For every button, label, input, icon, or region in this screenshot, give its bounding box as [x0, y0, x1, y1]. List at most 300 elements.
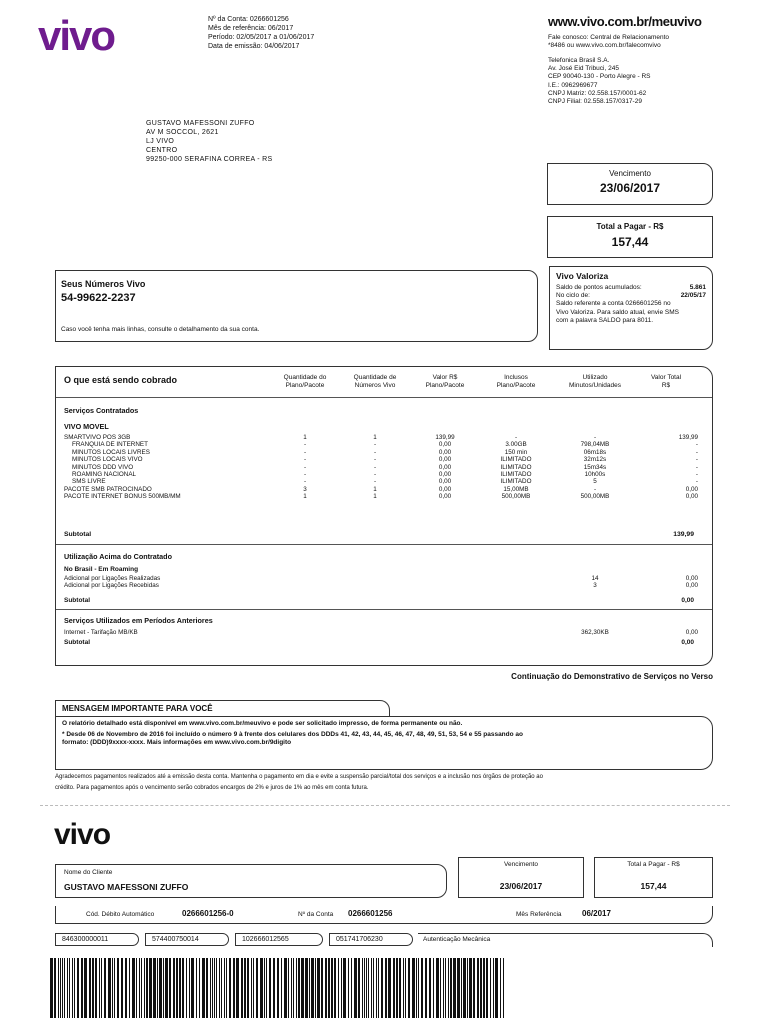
barcode-bar — [368, 958, 369, 1018]
table-cell: 1 — [373, 434, 377, 441]
table-row — [64, 456, 698, 463]
company-address: CEP 90040-130 - Porto Alegre - RS — [548, 73, 651, 81]
barcode-bar — [199, 958, 200, 1018]
table-cell: - — [373, 471, 377, 479]
cycle-label: No ciclo de: — [556, 292, 590, 300]
customer-city: 99250-000 SERAFINA CORREA - RS — [146, 156, 273, 163]
barcode-bar — [149, 958, 152, 1018]
barcode-bar — [448, 958, 449, 1018]
barcode-bar — [328, 958, 330, 1018]
message-line: formato: (DDD)9xxxx-xxxx. Mais informações em www.vivo.com.br/9digito — [62, 739, 292, 747]
table-cell: 0,00 — [685, 582, 698, 590]
subtotal-label: Subtotal — [64, 639, 90, 646]
message-box — [55, 716, 713, 770]
table-cell: SMS LIVRE — [72, 478, 106, 486]
table-cell: 0,00 — [438, 441, 452, 449]
account-value: 0266601256 — [348, 909, 393, 918]
barcode-bar — [266, 958, 267, 1018]
barcode-bar — [399, 958, 401, 1018]
barcode-bar — [191, 958, 194, 1018]
payment-note-line: Agradecemos pagamentos realizados até a emissão desta conta. Mantenha o pagamento em dia e evite a suspensão parcial/total dos serviços e a inclusão nos órgãos de proteção ao — [55, 774, 543, 780]
cut-line — [40, 805, 730, 806]
section-roaming: No Brasil - Em Roaming — [64, 566, 139, 573]
vivo-logo-slip: vivo — [54, 818, 111, 851]
issue-date: Data de emissão: 04/06/2017 — [208, 43, 300, 50]
barcode-bar — [117, 958, 119, 1018]
slip-total-box — [594, 857, 713, 898]
customer-district: CENTRO — [146, 147, 178, 154]
barcode-bar — [221, 958, 222, 1018]
barcode-bar — [256, 958, 258, 1018]
barcode-bar — [163, 958, 164, 1018]
table-cell: - — [303, 471, 307, 479]
total-value: 157,44 — [611, 235, 649, 249]
barcode-bar — [273, 958, 275, 1018]
barcode-bar — [219, 958, 220, 1018]
barcode-bar — [244, 958, 246, 1018]
barcode-bar — [334, 958, 336, 1018]
barcode-bar — [189, 958, 190, 1018]
barcode-bar — [264, 958, 265, 1018]
customer-street: AV M SOCCOL, 2621 — [146, 129, 219, 136]
section-vivo-movel: VIVO MOVEL — [64, 422, 109, 431]
table-cell: ILIMITADO — [500, 478, 532, 486]
barcode-bar — [260, 958, 263, 1018]
barcode-bar — [376, 958, 377, 1018]
contact-line: *8486 ou www.vivo.com.br/falecomvivo — [548, 42, 661, 50]
due-date-box — [547, 163, 713, 205]
barcode-bar — [95, 958, 97, 1018]
payment-note-line: crédito. Para pagamentos após o vencimento serão cobrados encargos de 2% e juros de 1% ao mês em conta futura. — [55, 785, 369, 792]
client-name-box — [55, 864, 447, 898]
table-cell: - — [373, 448, 377, 456]
auth-box — [418, 933, 713, 947]
barcode-bar — [480, 958, 482, 1018]
barcode-bar — [179, 958, 181, 1018]
barcode-bar — [298, 958, 300, 1018]
table-cell: - — [514, 434, 518, 441]
barcode-bar — [348, 958, 349, 1018]
table-cell: PACOTE SMB PATROCINADO — [64, 485, 152, 493]
barcode-bar — [425, 958, 427, 1018]
table-cell: FRANQUIA DE INTERNET — [72, 441, 148, 449]
barcode-bar — [461, 958, 462, 1018]
customer-complement: LJ VIVO — [146, 138, 175, 145]
barcode-bar — [445, 958, 446, 1018]
table-row — [64, 582, 698, 589]
table-cell: - — [303, 478, 307, 486]
barcode-bar — [405, 958, 406, 1018]
contracted-services-table — [64, 434, 698, 501]
header-value-plan: Valor R$ Plano/Pacote — [425, 374, 465, 390]
barcode-bar — [269, 958, 271, 1018]
barcode-bar — [202, 958, 205, 1018]
barcode-bar — [490, 958, 491, 1018]
barcode-bar — [354, 958, 357, 1018]
account-number: Nº da Conta: 0266601256 — [208, 16, 289, 23]
numbers-note: Caso você tenha mais linhas, consulte o detalhamento da sua conta. — [61, 326, 260, 333]
table-cell: 0,00 — [438, 478, 452, 486]
barcode-bar — [72, 958, 73, 1018]
barcode-bar — [84, 958, 87, 1018]
section-over-contract: Utilização Acima do Contratado — [64, 552, 172, 561]
barcode-bar — [331, 958, 333, 1018]
valoriza-text: com a palavra SALDO para 8011. — [556, 316, 654, 324]
barcode-bar — [277, 958, 279, 1018]
table-cell: - — [303, 456, 307, 464]
table-cell: 3 — [303, 485, 307, 493]
barcode-bar — [317, 958, 320, 1018]
barcode-bar — [351, 958, 352, 1018]
company-cnpj: CNPJ Matriz: 02.558.157/0001-62 — [548, 89, 647, 97]
barcode-bar — [58, 958, 59, 1018]
table-cell: MINUTOS LOCAIS LIVRES — [72, 448, 150, 456]
barcode-bar — [210, 958, 211, 1018]
divider — [56, 609, 712, 610]
over-contract-table — [64, 575, 698, 590]
barcode-bar — [443, 958, 444, 1018]
barcode-bar — [139, 958, 140, 1018]
table-cell: 15,00MB — [503, 485, 529, 493]
divider — [56, 544, 712, 545]
barcode-bar — [77, 958, 79, 1018]
company-address: Av. José Eid Tribuci, 245 — [548, 65, 619, 73]
debit-value: 0266601256-0 — [182, 909, 234, 918]
barcode-bar — [311, 958, 314, 1018]
barcode-bar — [112, 958, 113, 1018]
table-cell: 1 — [303, 493, 307, 501]
debit-label: Cód. Débito Automático — [86, 911, 155, 918]
message-title: MENSAGEM IMPORTANTE PARA VOCÊ — [62, 704, 213, 713]
customer-address — [146, 119, 366, 164]
table-cell: Internet - Tarifação MB/KB — [64, 629, 138, 636]
barcode-bar — [132, 958, 135, 1018]
table-cell: 139,99 — [435, 434, 455, 441]
table-cell: 1 — [303, 434, 307, 441]
table-cell: MINUTOS LOCAIS VIVO — [72, 456, 143, 464]
table-cell: ILIMITADO — [500, 471, 532, 479]
barcode-bar — [343, 958, 346, 1018]
table-cell: 0,00 — [438, 448, 452, 456]
contact-line: Fale conosco: Central de Relacionamento — [548, 34, 670, 41]
barcode-bar — [440, 958, 441, 1018]
barcode-bar — [284, 958, 287, 1018]
due-date-value: 23/06/2017 — [599, 181, 661, 195]
table-cell: 1 — [373, 485, 377, 493]
table-cell: 0,00 — [438, 471, 452, 479]
total-box — [547, 216, 713, 258]
reference-month: Mês de referência: 06/2017 — [208, 25, 294, 32]
message-line: O relatório detalhado está disponível em www.vivo.com.br/meuvivo e pode ser solicitado impresso, de forma permanente ou não. — [62, 720, 463, 727]
barcode-bar — [325, 958, 327, 1018]
barcode-bar — [214, 958, 215, 1018]
table-cell: - — [695, 456, 698, 464]
barcode-bar — [341, 958, 342, 1018]
month-value: 06/2017 — [582, 909, 611, 918]
barcode-bar — [50, 958, 53, 1018]
barcode-bar — [182, 958, 184, 1018]
table-cell: 500,00MB — [580, 493, 610, 501]
barcode-bar — [433, 958, 434, 1018]
barcode-bar — [358, 958, 360, 1018]
client-name: GUSTAVO MAFESSONI ZUFFO — [64, 882, 189, 892]
barcode-bar — [74, 958, 75, 1018]
barcode-bar — [146, 958, 148, 1018]
valoriza-title: Vivo Valoriza — [556, 271, 609, 281]
table-cell: - — [593, 485, 597, 493]
barcode-bar — [296, 958, 297, 1018]
vivo-numbers-box — [55, 270, 538, 342]
barcode-bar — [416, 958, 417, 1018]
barcode-bar — [408, 958, 410, 1018]
contact-info — [548, 34, 748, 50]
barcode-bar — [60, 958, 61, 1018]
divider — [56, 397, 712, 398]
table-cell: 0,00 — [438, 493, 452, 501]
section-contracted: Serviços Contratados — [64, 406, 139, 415]
message-line: * Desde 06 de Novembro de 2016 foi incluído o número 9 à frente dos celulares dos DDDs 41, 42, 43, 44, 45, 46, 47, 48, 49, 51, 53, 54 e 55 passando ao — [62, 731, 523, 739]
table-cell: - — [695, 448, 698, 456]
barcode-bar — [114, 958, 115, 1018]
previous-periods-table — [64, 629, 698, 636]
barcode-bar — [486, 958, 488, 1018]
table-row — [64, 575, 698, 582]
barcode-bar — [293, 958, 294, 1018]
section-previous-periods: Serviços Utilizados em Períodos Anteriores — [64, 616, 213, 625]
table-cell: 139,99 — [678, 434, 698, 441]
table-cell: 150 min — [504, 448, 528, 456]
table-cell: 1 — [373, 493, 377, 501]
subtotal-label: Subtotal — [64, 531, 92, 538]
barcode-bar — [108, 958, 111, 1018]
barcode-bar — [362, 958, 363, 1018]
table-cell: MINUTOS DDD VIVO — [72, 463, 134, 471]
meuvivo-link[interactable]: www.vivo.com.br/meuvivo — [548, 14, 702, 29]
company-cnpj: CNPJ Filial: 02.558.157/0317-29 — [548, 98, 642, 106]
table-row — [64, 464, 698, 471]
barcode-bar — [81, 958, 83, 1018]
barcode-bar — [469, 958, 472, 1018]
barcode-bar — [403, 958, 404, 1018]
table-row — [64, 471, 698, 478]
table-cell: ILIMITADO — [500, 463, 532, 471]
phone-number: 54-99622-2237 — [61, 292, 136, 304]
subtotal-label: Subtotal — [64, 597, 90, 604]
barcode-code-1: 846300000011 — [55, 933, 139, 946]
table-cell: 500,00MB — [501, 493, 531, 501]
barcode-bar — [396, 958, 398, 1018]
table-cell: 06m18s — [583, 448, 607, 456]
barcode-bar — [288, 958, 289, 1018]
barcode-code-2: 574400750014 — [145, 933, 229, 946]
cycle-value: 22/05/17 — [680, 292, 706, 300]
barcode-bar — [165, 958, 168, 1018]
table-cell: - — [695, 441, 698, 449]
client-label: Nome do Cliente — [64, 869, 113, 876]
barcode-bar — [467, 958, 468, 1018]
slip-due-label: Vencimento — [504, 861, 538, 868]
barcode-bar — [54, 958, 56, 1018]
barcode-bar — [236, 958, 239, 1018]
table-cell: 15m34s — [583, 463, 607, 471]
barcode-bar — [436, 958, 439, 1018]
barcode-bar — [247, 958, 249, 1018]
barcode — [50, 958, 718, 1018]
subtotal-value: 0,00 — [681, 597, 694, 604]
valoriza-text: Saldo referente a conta 0266601256 no — [556, 300, 671, 308]
table-row — [64, 434, 698, 441]
subtotal-value: 0,00 — [681, 639, 694, 646]
barcode-bar — [241, 958, 243, 1018]
valoriza-text: Vivo Valoriza. Para saldo atual, envie SMS — [556, 308, 679, 316]
table-row — [64, 478, 698, 485]
points-value: 5.861 — [689, 284, 706, 291]
auth-label: Autenticação Mecânica — [423, 936, 491, 943]
barcode-bar — [136, 958, 137, 1018]
barcode-bar — [153, 958, 156, 1018]
barcode-bar — [69, 958, 70, 1018]
table-cell: - — [303, 448, 307, 456]
table-cell: 3.00GB — [505, 441, 527, 449]
barcode-bar — [129, 958, 130, 1018]
barcode-bar — [233, 958, 235, 1018]
barcode-bar — [418, 958, 419, 1018]
table-cell: 798,04MB — [580, 441, 610, 449]
table-cell: - — [695, 463, 698, 471]
vivo-valoriza-box — [549, 266, 713, 350]
barcode-bar — [378, 958, 379, 1018]
table-row — [64, 449, 698, 456]
barcode-bar — [92, 958, 94, 1018]
barcode-code-4: 051741706230 — [329, 933, 413, 946]
account-label: Nº da Conta — [298, 911, 334, 918]
barcode-bar — [159, 958, 162, 1018]
barcode-bar — [67, 958, 68, 1018]
barcode-bar — [493, 958, 494, 1018]
barcode-bar — [169, 958, 171, 1018]
barcode-bar — [226, 958, 227, 1018]
table-cell: 0,00 — [438, 463, 452, 471]
table-cell: - — [303, 463, 307, 471]
barcode-code-3: 102666012565 — [235, 933, 323, 946]
barcode-bar — [338, 958, 339, 1018]
billing-period: Período: 02/05/2017 a 01/06/2017 — [208, 34, 315, 41]
vivo-logo: vivo — [38, 12, 115, 59]
barcode-bar — [62, 958, 63, 1018]
points-label: Saldo de pontos acumulados: — [556, 284, 642, 291]
continuation-note: Continuação do Demonstrativo de Serviços no Verso — [511, 672, 713, 681]
barcode-bar — [224, 958, 225, 1018]
barcode-bar — [186, 958, 187, 1018]
company-ie: I.E.: 0962969677 — [548, 81, 598, 89]
barcode-bar — [503, 958, 504, 1018]
barcode-bar — [216, 958, 217, 1018]
account-info — [208, 15, 378, 51]
barcode-bar — [101, 958, 102, 1018]
table-cell: - — [593, 434, 597, 441]
slip-due-box — [458, 857, 584, 898]
table-cell: Adicional por Ligações Realizadas — [64, 575, 161, 582]
barcode-bar — [381, 958, 383, 1018]
barcode-bar — [309, 958, 310, 1018]
table-cell: PACOTE INTERNET BONUS 500MB/MM — [64, 493, 181, 501]
barcode-bar — [450, 958, 452, 1018]
barcode-bar — [121, 958, 123, 1018]
barcode-bar — [393, 958, 395, 1018]
table-cell: SMARTVIVO POS 3GB — [64, 434, 131, 441]
barcode-bar — [206, 958, 208, 1018]
table-row — [64, 486, 698, 493]
barcode-bar — [253, 958, 254, 1018]
barcode-bar — [321, 958, 323, 1018]
barcode-bar — [157, 958, 158, 1018]
table-cell: 32m12s — [583, 456, 607, 464]
barcode-bar — [251, 958, 252, 1018]
barcode-bar — [176, 958, 178, 1018]
company-name: Telefonica Brasil S.A. — [548, 57, 610, 64]
table-row — [64, 493, 698, 500]
barcode-bar — [89, 958, 91, 1018]
barcode-bar — [212, 958, 213, 1018]
table-cell: - — [373, 478, 377, 486]
header-qty-plan: Quantidade do Plano/Pacote — [283, 374, 327, 390]
table-cell: - — [373, 456, 377, 464]
barcode-bar — [196, 958, 197, 1018]
table-cell: 10h00s — [584, 471, 606, 479]
barcode-bar — [364, 958, 365, 1018]
table-cell: ROAMING NACIONAL — [72, 471, 137, 479]
company-info — [548, 57, 748, 106]
table-cell: - — [303, 441, 307, 449]
charges-title: O que está sendo cobrado — [64, 375, 178, 385]
barcode-bar — [144, 958, 145, 1018]
message-title-box — [55, 700, 390, 716]
slip-info-row — [55, 906, 713, 924]
header-total: Valor Total R$ — [650, 374, 682, 390]
slip-due-value: 23/06/2017 — [499, 881, 543, 892]
barcode-bar — [421, 958, 423, 1018]
barcode-bar — [457, 958, 460, 1018]
table-cell: - — [695, 471, 698, 479]
customer-name: GUSTAVO MAFESSONI ZUFFO — [146, 120, 255, 127]
barcode-bar — [429, 958, 431, 1018]
table-cell: 0,00 — [685, 485, 698, 493]
barcode-bar — [291, 958, 292, 1018]
barcode-bar — [463, 958, 466, 1018]
barcode-bar — [483, 958, 485, 1018]
header-used: Utilizado Minutos/Unidades — [568, 374, 622, 390]
barcode-bar — [371, 958, 372, 1018]
barcode-bar — [301, 958, 304, 1018]
barcode-bar — [305, 958, 308, 1018]
barcode-bar — [477, 958, 479, 1018]
header-qty-numbers: Quantidade de Números Vivo — [353, 374, 397, 390]
table-cell: - — [373, 441, 377, 449]
barcode-bar — [99, 958, 100, 1018]
table-cell: 0,00 — [685, 575, 698, 582]
table-cell: 0,00 — [685, 629, 698, 636]
barcode-bar — [453, 958, 456, 1018]
barcode-bar — [141, 958, 142, 1018]
slip-total-label: Total a Pagar - R$ — [627, 861, 680, 868]
payment-note — [55, 773, 715, 792]
table-cell: - — [373, 463, 377, 471]
total-label: Total a Pagar - R$ — [596, 222, 664, 231]
table-cell: 0,00 — [685, 493, 698, 501]
table-cell: Adicional por Ligações Recebidas — [64, 582, 159, 590]
barcode-bar — [64, 958, 65, 1018]
month-label: Mês Referência — [516, 911, 562, 918]
